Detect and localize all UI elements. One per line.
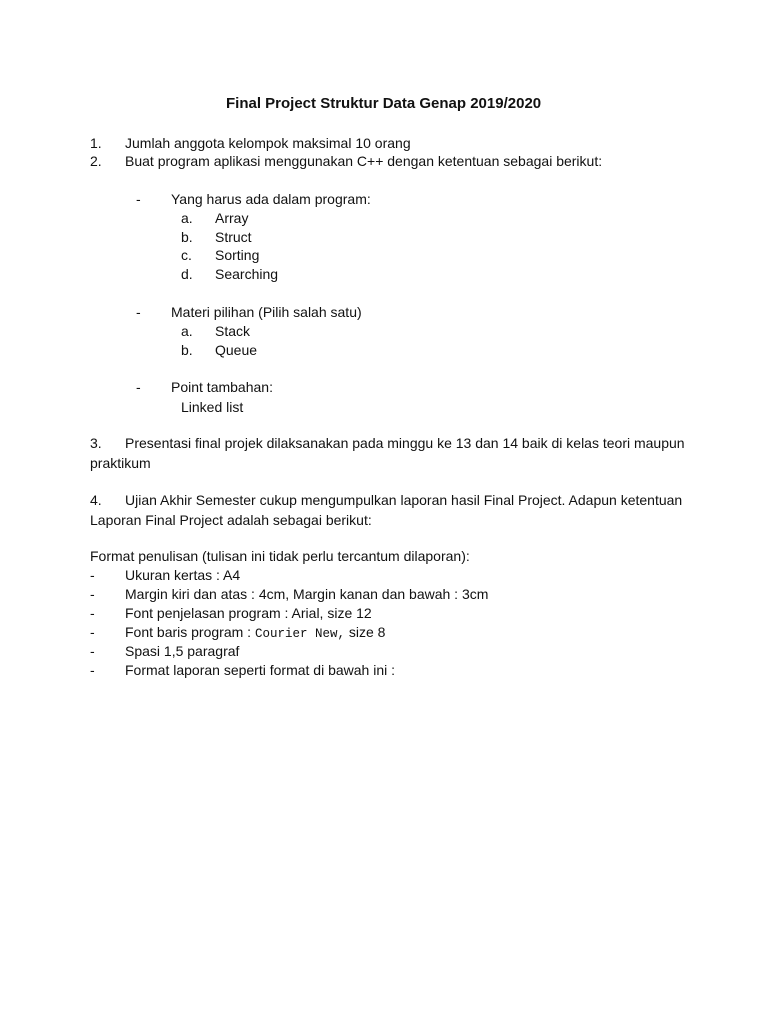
item-text: Presentasi final projek dilaksanakan pada minggu ke 13 dan 14 baik di kelas teori maupun bbox=[125, 435, 685, 451]
subitem-text: Array bbox=[215, 210, 249, 226]
subitem-letter: a. bbox=[181, 210, 193, 226]
dash-bullet: - bbox=[90, 624, 95, 640]
dash-bullet: - bbox=[136, 379, 141, 395]
subitem-letter: a. bbox=[181, 323, 193, 339]
document-title: Final Project Struktur Data Genap 2019/2020 bbox=[226, 95, 542, 112]
format-rule bbox=[125, 623, 385, 644]
format-rule: Margin kiri dan atas : 4cm, Margin kanan dan bawah : 3cm bbox=[125, 586, 489, 602]
subitem-letter: d. bbox=[181, 266, 193, 282]
format-rule-suffix: size 8 bbox=[344, 624, 386, 640]
dash-bullet: - bbox=[90, 643, 95, 659]
monospace-font-sample: Courier New, bbox=[254, 627, 345, 641]
item-text: Jumlah anggota kelompok maksimal 10 orang bbox=[125, 135, 411, 151]
section-heading: Materi pilihan (Pilih salah satu) bbox=[171, 304, 362, 320]
section-heading: Yang harus ada dalam program: bbox=[171, 191, 371, 207]
subitem-letter: c. bbox=[181, 247, 192, 263]
subitem-text: Queue bbox=[215, 342, 258, 358]
subitem-text: Stack bbox=[215, 323, 251, 339]
item-text: Ujian Akhir Semester cukup mengumpulkan laporan hasil Final Project. Adapun ketentuan bbox=[125, 492, 683, 508]
section-heading: Point tambahan: bbox=[171, 379, 273, 395]
item-number: 3. bbox=[90, 435, 102, 451]
format-rule: Spasi 1,5 paragraf bbox=[125, 643, 240, 659]
format-rule: Format laporan seperti format di bawah ini : bbox=[125, 662, 396, 678]
item-number: 2. bbox=[90, 153, 102, 169]
dash-bullet: - bbox=[136, 304, 141, 320]
item-number: 1. bbox=[90, 135, 102, 151]
format-rule-text: Font baris program : bbox=[125, 624, 255, 640]
format-heading: Format penulisan (tulisan ini tidak perlu tercantum dilaporan): bbox=[90, 548, 470, 564]
format-rule: Font penjelasan program : Arial, size 12 bbox=[125, 605, 372, 621]
item-number: 4. bbox=[90, 492, 102, 508]
item-text-continued: Laporan Final Project adalah sebagai berikut: bbox=[90, 512, 372, 528]
dash-bullet: - bbox=[136, 191, 141, 207]
subitem-text: Searching bbox=[215, 266, 279, 282]
dash-bullet: - bbox=[90, 586, 95, 602]
item-text: Buat program aplikasi menggunakan C++ dengan ketentuan sebagai berikut: bbox=[125, 153, 603, 169]
item-text-continued: praktikum bbox=[90, 455, 151, 471]
section-extra: Linked list bbox=[181, 399, 244, 415]
dash-bullet: - bbox=[90, 662, 95, 678]
subitem-text: Sorting bbox=[215, 247, 260, 263]
subitem-text: Struct bbox=[215, 229, 252, 245]
subitem-letter: b. bbox=[181, 229, 193, 245]
subitem-letter: b. bbox=[181, 342, 193, 358]
format-rule: Ukuran kertas : A4 bbox=[125, 567, 241, 583]
dash-bullet: - bbox=[90, 605, 95, 621]
dash-bullet: - bbox=[90, 567, 95, 583]
